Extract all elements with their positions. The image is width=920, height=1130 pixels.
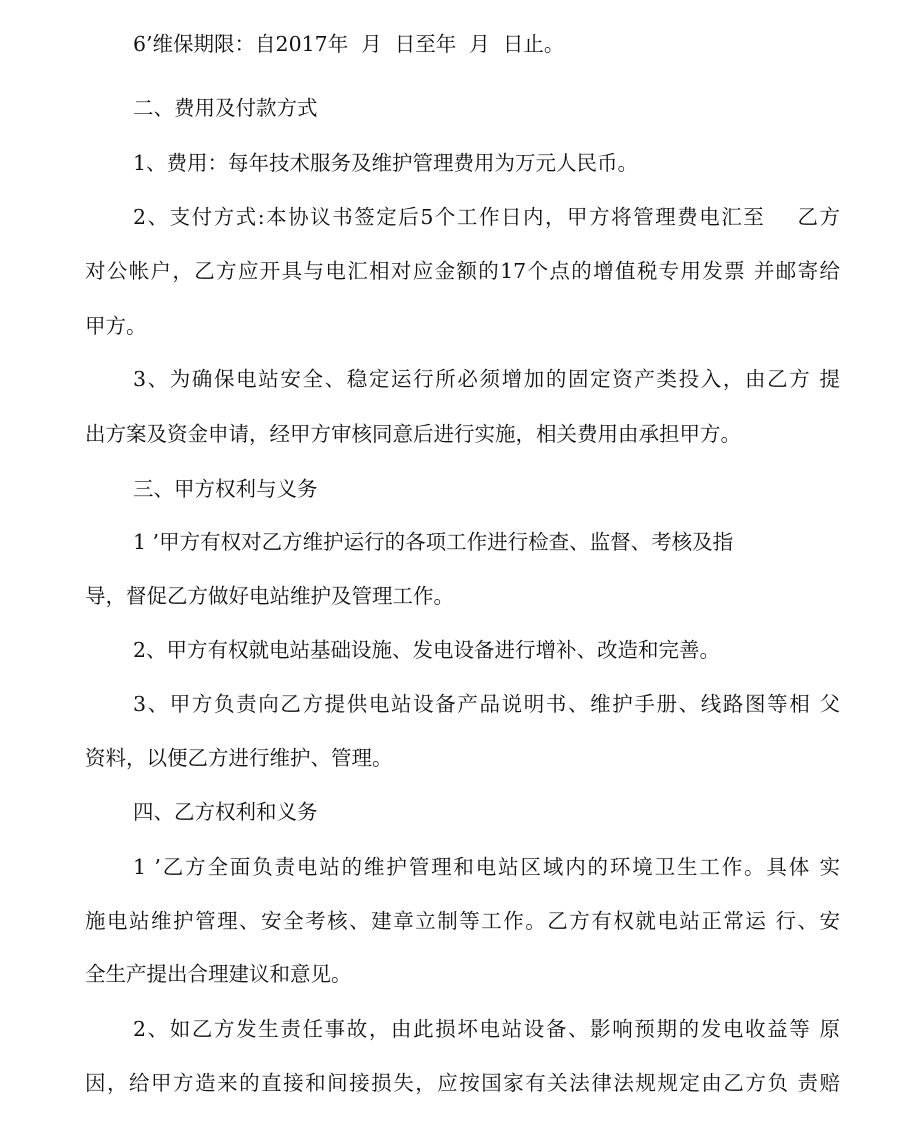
party-b-duty-1-line-3: 全生产提出合理建议和意见。	[85, 962, 352, 986]
party-b-duty-1-line-1: 1 ’乙方全面负责电站的维护管理和电站区域内的环境卫生工作。具体 实	[133, 855, 840, 879]
payment-clause-line-3: 甲方。	[85, 314, 147, 338]
party-b-duty-1-line-2: 施电站维护管理、安全考核、建章立制等工作。乙方有权就电站正常运 行、安	[85, 909, 840, 933]
maintenance-period-line: 6’维保期限：自2017年 月 日至年 月 日止。	[133, 32, 565, 56]
party-a-right-2-line: 2、甲方有权就电站基础设施、发电设备进行增补、改造和完善。	[133, 638, 721, 662]
party-a-right-3-line-2: 资料，以便乙方进行维护、管理。	[85, 746, 393, 770]
section-heading-fees: 二、费用及付款方式	[133, 96, 318, 120]
fee-clause-line: 1、费用：每年技术服务及维护管理费用为万元人民币。	[133, 151, 639, 175]
section-heading-party-b: 四、乙方权利和义务	[133, 800, 318, 824]
section-heading-party-a: 三、甲方权利与义务	[133, 477, 318, 501]
party-a-right-3-line-1: 3、甲方负责向乙方提供电站设备产品说明书、维护手册、线路图等相 父	[133, 692, 840, 716]
payment-clause-line-1: 2、支付方式:本协议书签定后5个工作日内，甲方将管理费电汇至 乙方	[133, 205, 840, 229]
payment-clause-line-2: 对公帐户，乙方应开具与电汇相对应金额的17个点的增值税专用发票 并邮寄给	[85, 259, 840, 283]
party-a-right-1-line-2: 导，督促乙方做好电站维护及管理工作。	[85, 584, 454, 608]
asset-investment-line-2: 出方案及资金申请，经甲方审核同意后进行实施，相关费用由承担甲方。	[85, 422, 741, 446]
party-b-duty-2-line-2: 因，给甲方造来的直接和间接损失，应按国家有关法律法规规定由乙方负 责赔	[85, 1071, 840, 1095]
asset-investment-line-1: 3、为确保电站安全、稳定运行所必须增加的固定资产类投入，由乙方 提	[133, 367, 840, 391]
party-a-right-1-line-1: 1 ’甲方有权对乙方维护运行的各项工作进行检查、监督、考核及指	[133, 530, 734, 554]
party-b-duty-2-line-1: 2、如乙方发生责任事故，由此损坏电站设备、影响预期的发电收益等 原	[133, 1017, 840, 1041]
